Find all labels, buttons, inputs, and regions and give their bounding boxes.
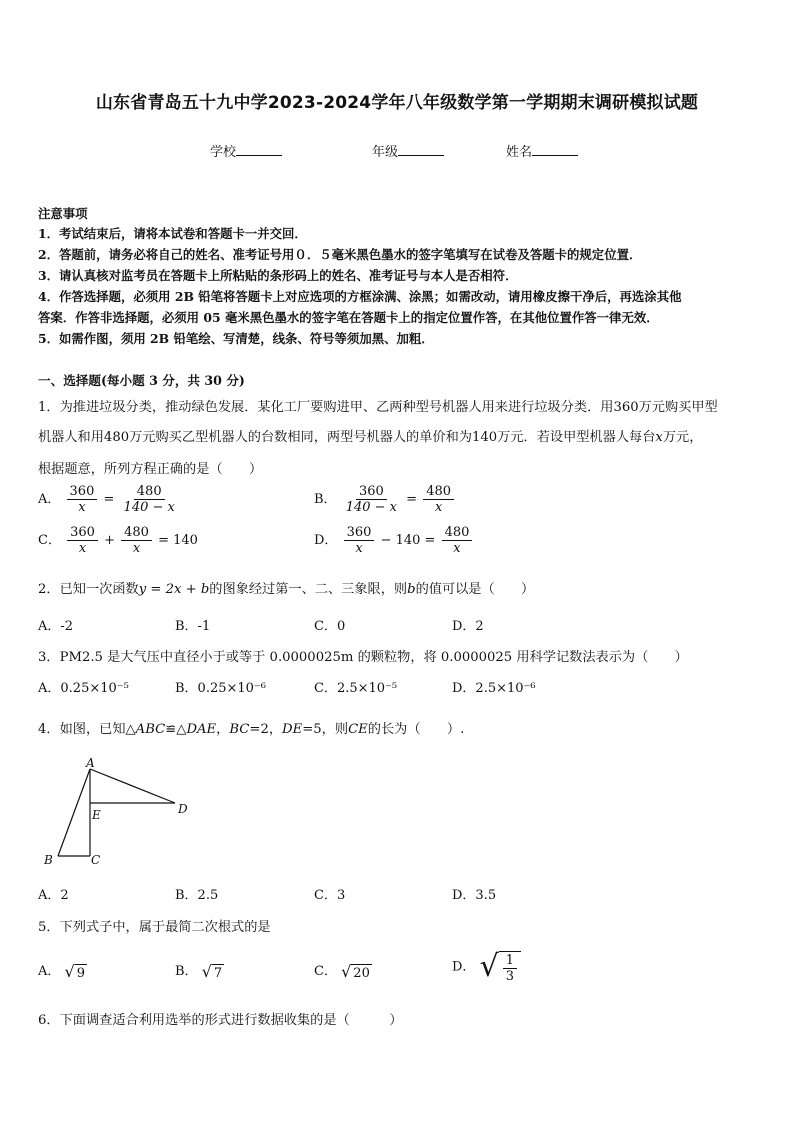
q4-seg-de: DE bbox=[282, 722, 303, 737]
q5-option-a[interactable] bbox=[38, 960, 87, 981]
q1-option-b[interactable] bbox=[314, 484, 456, 515]
fraction: $\frac{360}{140 - x}$ bbox=[345, 484, 398, 515]
radicand bbox=[499, 951, 521, 984]
q5-text: 5．下列式子中，属于最简二次根式的是 bbox=[38, 920, 271, 935]
q2-option-d[interactable]: D．2 bbox=[452, 619, 484, 634]
q1-line-2-tail: 万元， bbox=[662, 430, 703, 445]
name-blank[interactable] bbox=[532, 143, 578, 156]
q4-option-b[interactable]: B．2.5 bbox=[175, 888, 219, 903]
q2-option-a[interactable]: A．-2 bbox=[38, 619, 74, 634]
fraction: $\frac{360}{x}$ bbox=[67, 484, 98, 515]
q2-option-b[interactable]: B．-1 bbox=[175, 619, 211, 634]
option-label: B． bbox=[175, 964, 198, 979]
minus-equals: − 140 = bbox=[380, 533, 436, 548]
sqrt-icon: √ bbox=[64, 961, 75, 981]
plus-sign: + bbox=[104, 533, 115, 548]
q4-option-d[interactable]: D．3.5 bbox=[452, 888, 497, 903]
q5-option-d[interactable] bbox=[452, 950, 521, 984]
q4-text bbox=[38, 718, 464, 737]
segment-ab bbox=[58, 769, 90, 856]
notice-item-4-cont: 答案．作答非选择题，必须用 05 毫米黑色墨水的签字笔在答题卡上的指定位置作答，在其他位置作答一律无效． bbox=[38, 310, 659, 325]
sqrt-expression bbox=[202, 963, 224, 981]
notice-item-5: 5．如需作图，须用 2B 铅笔绘、写清楚，线条、符号等须加黑、加粗． bbox=[38, 331, 434, 346]
q3-text: 3．PM2.5 是大气压中直径小于或等于 0.0000025m 的颗粒物，将 0.0000025 用科学记数法表示为（ ） bbox=[38, 650, 688, 665]
label-c: C bbox=[91, 853, 101, 867]
q1-line-3: 根据题意，所列方程正确的是（ ） bbox=[38, 462, 263, 477]
q4-option-c[interactable]: C．3 bbox=[314, 888, 346, 903]
radicand: 7 bbox=[213, 965, 223, 981]
q4-seg-bc: BC bbox=[229, 722, 250, 737]
q2-formula: y = 2x + b bbox=[138, 582, 210, 597]
q1-option-c[interactable] bbox=[38, 525, 198, 556]
q2-text-a: 2．已知一次函数 bbox=[38, 582, 139, 597]
radicand: 9 bbox=[76, 965, 86, 981]
q4-val-2: =5，则 bbox=[302, 722, 349, 737]
q4-seg-ce: CE bbox=[348, 722, 368, 737]
sqrt-icon: √ bbox=[341, 961, 352, 981]
q3-option-b[interactable]: B．0.25×10⁻⁶ bbox=[175, 681, 267, 696]
notice-item-2: 2．答题前，请务必将自己的姓名、准考证号用０．５毫米黑色墨水的签字笔填写在试卷及答题卡的规定位置． bbox=[38, 247, 642, 262]
radicand: 20 bbox=[353, 965, 370, 981]
fraction: $\frac{480}{x}$ bbox=[442, 525, 473, 556]
q1-option-d[interactable] bbox=[314, 525, 474, 556]
q4-congruent: ≌△ bbox=[165, 722, 187, 737]
notice-heading: 注意事项 bbox=[38, 206, 88, 221]
school-label: 学校 bbox=[210, 145, 237, 160]
grade-blank[interactable] bbox=[398, 143, 444, 156]
q1-var: x bbox=[655, 430, 663, 445]
grade-label: 年级 bbox=[372, 145, 399, 160]
q2-text-c: 的值可以是（ ） bbox=[415, 582, 535, 597]
q4-triangle-2: DAE bbox=[186, 722, 217, 737]
q4-text-c: 的长为（ ）. bbox=[367, 722, 465, 737]
triangle-figure bbox=[30, 755, 200, 870]
fraction: $\frac{360}{x}$ bbox=[344, 525, 375, 556]
q6-text: 6．下面调查适合利用选举的形式进行数据收集的是（ ） bbox=[38, 1013, 403, 1028]
q4-triangle-1: ABC bbox=[135, 722, 166, 737]
notice-item-3: 3．请认真核对监考员在答题卡上所粘贴的条形码上的姓名、准考证号与本人是否相符． bbox=[38, 268, 518, 283]
equals-sign: = bbox=[103, 492, 115, 507]
name-label: 姓名 bbox=[506, 145, 533, 160]
q2-option-c[interactable]: C．0 bbox=[314, 619, 346, 634]
label-b: B bbox=[44, 853, 53, 867]
q3-option-a[interactable]: A．0.25×10⁻⁵ bbox=[38, 681, 129, 696]
q1-option-a[interactable] bbox=[38, 484, 180, 515]
equation-tail: = 140 bbox=[158, 533, 198, 548]
fraction: $\frac{360}{x}$ bbox=[67, 525, 98, 556]
equals-sign: = bbox=[406, 492, 418, 507]
q2-text bbox=[38, 578, 534, 597]
sqrt-icon: √ bbox=[201, 961, 212, 981]
notice-item-4: 4．作答选择题，必须用 2B 铅笔将答题卡上对应选项的方框涂满、涂黑；如需改动，请用橡皮擦干净后，再选涂其他 bbox=[38, 289, 682, 304]
option-label: A． bbox=[38, 964, 61, 979]
label-d: D bbox=[178, 802, 188, 816]
q1-line-1: 1．为推进垃圾分类，推动绿色发展．某化工厂要购进甲、乙两种型号机器人用来进行垃圾分类．用360万元购买甲型 bbox=[38, 400, 718, 415]
q3-option-c[interactable]: C．2.5×10⁻⁵ bbox=[314, 681, 398, 696]
option-label: C． bbox=[38, 533, 61, 548]
school-field[interactable] bbox=[210, 141, 282, 160]
option-label: A． bbox=[38, 492, 61, 507]
option-label: D． bbox=[452, 959, 476, 975]
segment-ad bbox=[90, 769, 175, 803]
q5-option-c[interactable] bbox=[314, 960, 372, 981]
q4-comma: ， bbox=[216, 722, 230, 737]
option-label: D． bbox=[314, 533, 338, 548]
sqrt-expression bbox=[341, 963, 372, 981]
notice-item-1: 1．考试结束后，请将本试卷和答题卡一并交回． bbox=[38, 226, 307, 241]
name-field[interactable] bbox=[506, 141, 578, 160]
section-heading: 一、选择题(每小题 3 分，共 30 分) bbox=[38, 373, 245, 388]
label-e: E bbox=[92, 808, 101, 822]
q1-line-2 bbox=[38, 426, 702, 445]
q4-val-1: =2， bbox=[249, 722, 283, 737]
option-label: C． bbox=[314, 964, 337, 979]
grade-field[interactable] bbox=[372, 141, 444, 160]
fraction: $\frac{480}{x}$ bbox=[121, 525, 152, 556]
option-label: B． bbox=[314, 492, 337, 507]
q1-line-2-text: 机器人和用480万元购买乙型机器人的台数相同，两型号机器人的单价和为140万元．若设甲型机器人每台 bbox=[38, 430, 656, 445]
q4-option-a[interactable]: A．2 bbox=[38, 888, 69, 903]
fraction: $\frac{1}{3}$ bbox=[503, 953, 517, 984]
fraction: $\frac{480}{140 - x}$ bbox=[123, 484, 175, 515]
sqrt-icon: √ bbox=[479, 949, 499, 984]
q5-option-b[interactable] bbox=[175, 960, 224, 981]
q2-var: b bbox=[407, 582, 416, 597]
q2-text-b: 的图象经过第一、二、三象限，则 bbox=[209, 582, 408, 597]
q4-text-a: 4．如图，已知△ bbox=[38, 722, 136, 737]
sqrt-expression bbox=[480, 950, 521, 984]
label-a: A bbox=[86, 756, 95, 770]
school-blank[interactable] bbox=[236, 143, 282, 156]
page-title: 山东省青岛五十九中学2023-2024学年八年级数学第一学期期末调研模拟试题 bbox=[95, 93, 699, 113]
sqrt-expression bbox=[65, 963, 87, 981]
q3-option-d[interactable]: D．2.5×10⁻⁶ bbox=[452, 681, 536, 696]
fraction: $\frac{480}{x}$ bbox=[423, 484, 454, 515]
